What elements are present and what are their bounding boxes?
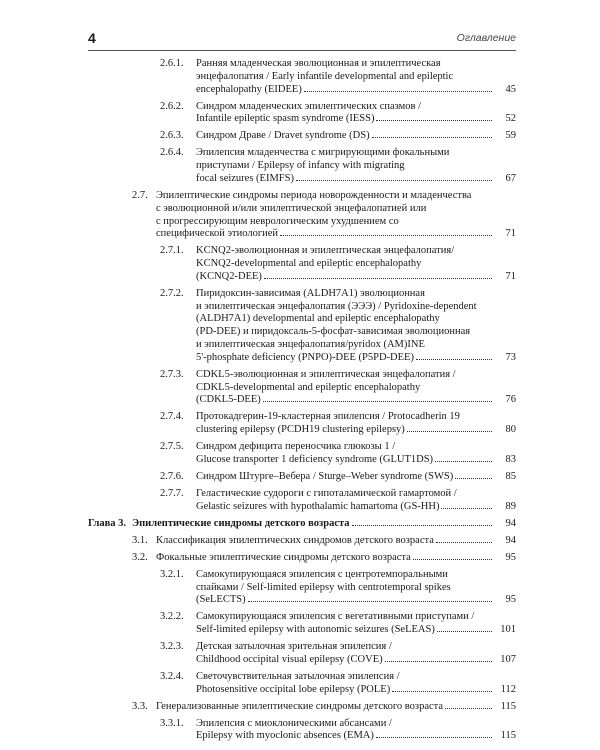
toc-entry-title-line: Childhood occipital visual epilepsy (COVE) [196,653,383,665]
toc-entry-title-line: KCNQ2-эволюционная и эпилептическая энцефалопатия/ [196,245,455,257]
toc-entry-page: 45 [505,83,516,95]
toc-entry-title-line: и эпилептическая энцефалопатия/pyridox (AM)INE [196,339,425,351]
toc-entry[interactable] [88,518,516,531]
toc-entry-title-line: приступами / Epilepsy of infancy with migrating [196,160,405,172]
toc-entry[interactable] [88,58,516,96]
toc-entry-title-line: Классификация эпилептических синдромов детского возраста [156,534,434,546]
toc-entry[interactable] [88,288,516,365]
toc-entry-title-line: Ранняя младенческая эволюционная и эпилептическая [196,58,441,69]
toc-entry-title-line: Детская затылочная зрительная эпилепсия / [196,641,392,653]
toc-entry-title-line: Эпилептические синдромы детского возраста [132,517,350,529]
toc-entry-number: 2.7. [132,189,148,201]
toc-entry-number: 2.6.4. [160,147,184,159]
toc-entry-page: 67 [505,172,516,184]
toc-entry-page: 59 [505,130,516,142]
dot-leader [296,180,492,181]
dot-leader [407,431,492,432]
toc-entry[interactable] [88,369,516,407]
toc-entry[interactable] [88,190,516,241]
toc-entry-page: 95 [505,551,516,563]
toc-entry-title-line: Infantile epileptic spasm syndrome (IESS) [196,113,375,125]
dot-leader [455,478,492,479]
toc-entry-title-line: CDKL5-эволюционная и эпилептическая энцефалопатия / [196,368,456,380]
dot-leader [263,401,492,402]
toc-entry-number: Глава 3. [88,517,127,529]
toc-entry-page: 115 [500,700,516,712]
header-rule [88,50,516,51]
toc-entry[interactable] [88,718,516,744]
toc-entry[interactable] [88,701,516,714]
toc-entry[interactable] [88,411,516,437]
toc-entry-title-line: Протокадгерин-19-кластерная эпилепсия / Protocadherin 19 [196,411,460,423]
toc-entry[interactable] [88,569,516,607]
dot-leader [280,235,492,236]
dot-leader [352,525,492,526]
toc-entry[interactable] [88,488,516,514]
toc-entry-number: 3.1. [132,534,148,546]
toc-entry-page: 52 [505,113,516,125]
toc-entry-title-line: 5'-phosphate deficiency (PNPO)-DEE (P5PD-DEE) [196,351,414,363]
toc-entry-title-line: Геластические судороги с гипоталамической гамартомой / [196,487,457,499]
toc-entry-title-line: focal seizures (EIMFS) [196,172,294,184]
dot-leader [441,508,492,509]
toc-entry-title-line: (PD-DEE) и пиридоксаль-5-фосфат-зависимая эволюционная [196,326,471,338]
toc-entry-page: 85 [505,470,516,482]
dot-leader [437,631,492,632]
toc-entry-title-line: Epilepsy with myoclonic absences (EMA) [196,730,374,742]
toc-entry-title-line: с эволюционной и/или эпилептической энцефалопатией или [156,202,427,214]
toc-entry-title-line: CDKL5-developmental and epileptic encephalopathy [196,381,421,393]
toc-entry-title-line: спайками / Self-limited epilepsy with centrotemporal spikes [196,581,451,593]
table-of-contents [88,58,516,747]
dot-leader [445,708,492,709]
toc-entry-title-line: clustering epilepsy (PCDH19 clustering epilepsy) [196,424,405,436]
page-header [88,30,516,48]
toc-entry-title-line: энцефалопатия / Early infantile developmental and epileptic [196,70,454,82]
dot-leader [385,661,492,662]
toc-entry-title-line: KCNQ2-developmental and epileptic encephalopathy [196,258,422,270]
toc-entry-number: 2.7.1. [160,245,184,257]
toc-entry-page: 115 [500,730,516,742]
toc-entry-title-line: Синдром дефицита переносчика глюкозы 1 / [196,441,396,453]
toc-entry-number: 2.6.1. [160,58,184,69]
toc-entry-title-line: с прогрессирующим неврологическим ухудшением со [156,215,399,227]
toc-entry[interactable] [88,671,516,697]
toc-entry-title-line: Self-limited epilepsy with autonomic seizures (SeLEAS) [196,624,435,636]
toc-entry[interactable] [88,471,516,484]
dot-leader [435,461,492,462]
toc-entry-title-line: Генерализованные эпилептические синдромы детского возраста [156,700,444,712]
toc-entry-number: 2.7.3. [160,368,184,380]
dot-leader [436,542,492,543]
toc-entry-number: 3.3. [132,700,148,712]
toc-entry-page: 76 [505,394,516,406]
toc-entry-title-line: Самокупирующаяся эпилепсия с центротемпоральными [196,568,448,580]
toc-entry[interactable] [88,441,516,467]
toc-entry-number: 3.2. [132,551,148,563]
toc-entry-title-line: специфической этиологией [156,228,279,240]
toc-entry-number: 2.7.2. [160,287,184,299]
toc-entry-title-line: и эпилептическая энцефалопатия (ЭЭЭ) / Pyridoxine-dependent [196,300,477,312]
toc-entry-number: 3.2.4. [160,670,184,682]
toc-entry-page: 107 [500,653,516,665]
toc-entry-title-line: Светочувствительная затылочная эпилепсия / [196,670,400,682]
dot-leader [376,120,492,121]
toc-entry[interactable] [88,147,516,185]
toc-entry[interactable] [88,552,516,565]
toc-entry[interactable] [88,245,516,283]
toc-entry-page: 112 [500,683,516,695]
toc-entry-title-line: Эпилепсия с миоклоническими абсансами / [196,717,392,729]
toc-entry-page: 83 [505,454,516,465]
toc-entry-number: 2.6.2. [160,100,184,112]
dot-leader [416,359,492,360]
toc-entry-title-line: Самокупирующаяся эпилепсия с вегетативными приступами / [196,611,475,623]
toc-entry-title-line: Пиридоксин-зависимая (ALDH7A1) эволюционная [196,287,425,299]
toc-entry-number: 2.7.6. [160,470,184,482]
toc-entry-title-line: (KCNQ2-DEE) [196,270,262,282]
toc-entry-number: 3.3.1. [160,717,184,729]
toc-entry[interactable] [88,535,516,548]
toc-entry-title-line: (ALDH7A1) developmental and epileptic encephalopathy [196,313,440,325]
toc-entry-title-line: Фокальные эпилептические синдромы детского возраста [156,551,411,563]
dot-leader [392,691,492,692]
toc-entry-page: 73 [505,351,516,363]
toc-entry-number: 3.2.3. [160,641,184,653]
toc-entry-title-line: encephalopathy (EIDEE) [196,83,302,95]
dot-leader [413,559,492,560]
page-number: 4 [88,30,96,46]
toc-entry-page: 71 [505,270,516,282]
toc-entry[interactable] [88,101,516,127]
toc-entry-title-line: Синдром Штурге–Вебера / Sturge–Weber syndrome (SWS) [196,470,454,482]
toc-entry-number: 2.7.7. [160,487,184,499]
toc-entry-page: 80 [505,424,516,436]
toc-entry-title-line: Синдром Драве / Dravet syndrome (DS) [196,130,370,142]
toc-entry-page: 94 [505,517,516,529]
toc-entry-page: 94 [505,534,516,546]
toc-entry[interactable] [88,130,516,143]
dot-leader [264,278,492,279]
toc-entry-page: 95 [505,594,516,606]
toc-entry-title-line: Эпилепсия младенчества с мигрирующими фокальными [196,147,450,159]
toc-entry-number: 2.7.4. [160,411,184,423]
dot-leader [372,137,492,138]
toc-entry-title-line: Эпилептические синдромы периода новорожденности и младенчества [156,189,472,201]
toc-entry-title-line: (SeLECTS) [196,594,246,606]
toc-entry-number: 2.7.5. [160,441,184,453]
toc-entry-page: 89 [505,500,516,512]
toc-entry-title-line: Синдром младенческих эпилептических спазмов / [196,100,422,112]
toc-entry-page: 71 [505,228,516,240]
dot-leader [376,737,492,738]
toc-entry-number: 3.2.1. [160,568,184,580]
dot-leader [304,91,492,92]
toc-entry-title-line: (CDKL5-DEE) [196,394,261,406]
toc-entry-number: 2.6.3. [160,130,184,142]
toc-entry-number: 3.2.2. [160,611,184,623]
toc-entry[interactable] [88,611,516,637]
toc-entry-title-line: Photosensitive occipital lobe epilepsy (POLE) [196,683,391,695]
toc-entry-page: 101 [500,624,516,636]
toc-entry-title-line: Gelastic seizures with hypothalamic hamartoma (GS-HH) [196,500,440,512]
toc-entry-title-line: Glucose transporter 1 deficiency syndrome (GLUT1DS) [196,454,434,465]
toc-entry[interactable] [88,641,516,667]
dot-leader [248,601,492,602]
running-title: Оглавление [456,32,516,44]
